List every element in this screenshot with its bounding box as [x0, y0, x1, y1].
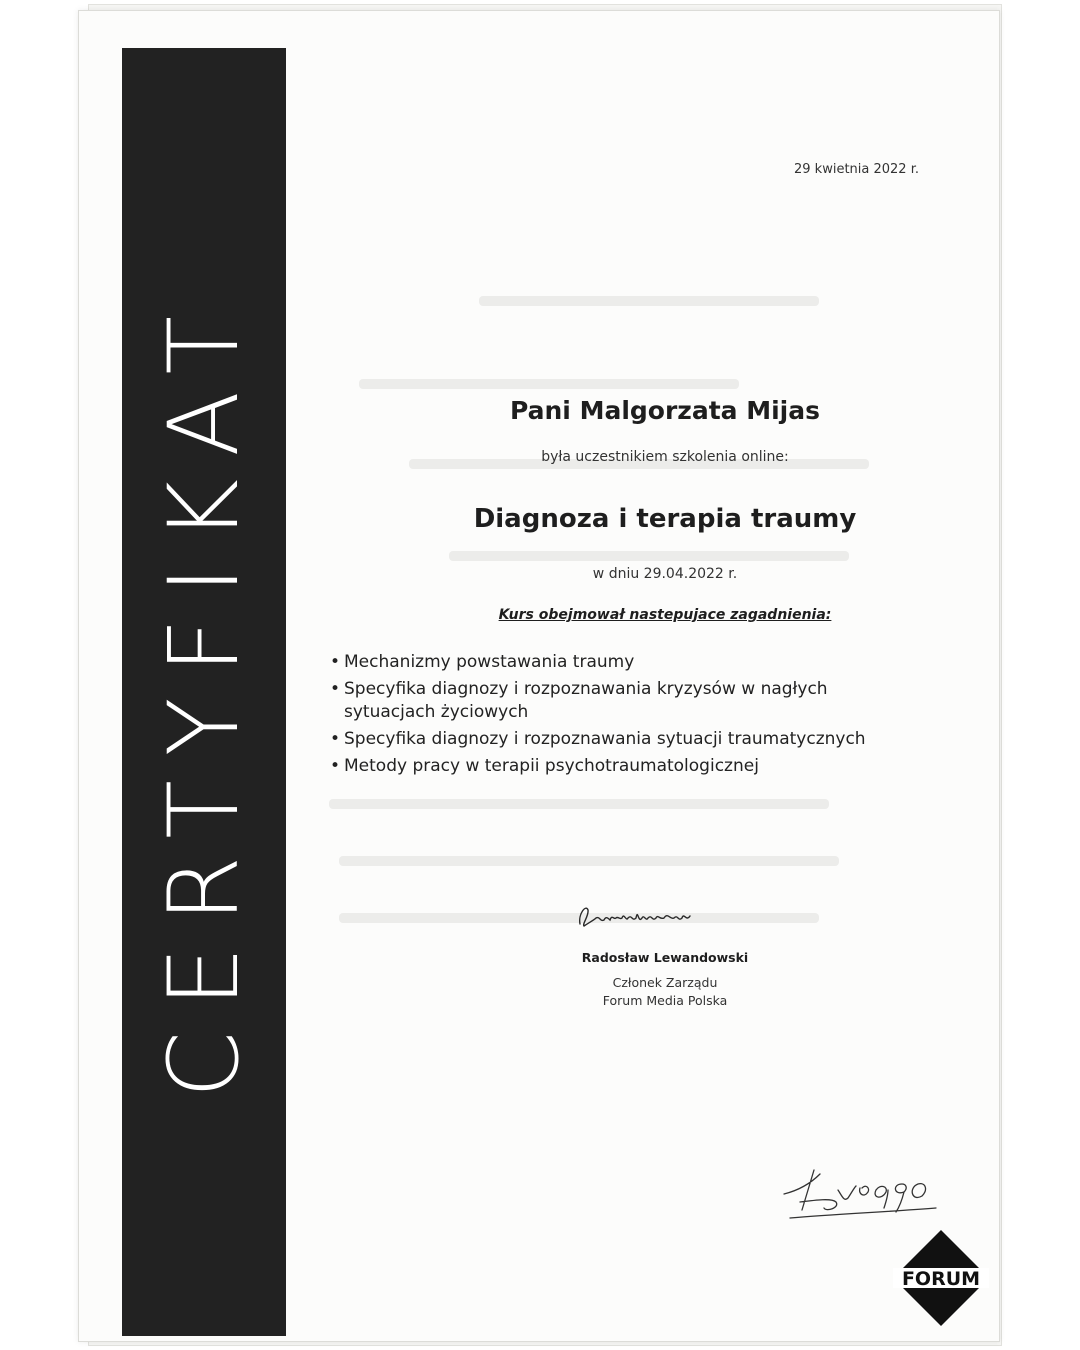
bullet: •	[330, 652, 341, 672]
signatory-name: Radosław Lewandowski	[581, 950, 749, 965]
side-title-text: CERTYFIKAT	[148, 291, 260, 1099]
topic-text: Mechanizmy powstawania traumy	[344, 652, 635, 672]
list-item	[330, 651, 899, 674]
show-through-line	[329, 799, 829, 809]
list-item	[330, 728, 899, 751]
bullet: •	[330, 729, 341, 749]
show-through-line	[449, 551, 849, 561]
course-title: Diagnoza i terapia traumy	[473, 504, 857, 534]
topic-text: Specyfika diagnozy i rozpoznawania sytuacji traumatycznych	[344, 729, 866, 749]
bullet: •	[330, 679, 341, 699]
handwritten-note	[776, 1162, 942, 1228]
recipient-name: Pani Malgorzata Mijas	[509, 396, 821, 425]
participation-intro: była uczestnikiem szkolenia online:	[541, 449, 789, 465]
list-item	[330, 678, 899, 724]
signature-graphic	[574, 896, 704, 932]
forum-logo-text: FORUM	[901, 1268, 981, 1290]
show-through-line	[359, 379, 739, 389]
signatory-company: Forum Media Polska	[602, 993, 728, 1008]
topics-list	[330, 651, 899, 782]
topic-text: Specyfika diagnozy i rozpoznawania kryzysów w nagłych sytuacjach życiowych	[344, 679, 828, 722]
bullet: •	[330, 756, 341, 776]
signatory-role: Członek Zarządu	[612, 975, 718, 990]
topics-heading: Kurs obejmował nastepujace zagadnienia:	[498, 607, 832, 623]
forum-logo	[893, 1230, 989, 1326]
show-through-line	[339, 856, 839, 866]
list-item	[330, 755, 899, 778]
issue-date: 29 kwietnia 2022 r.	[794, 162, 919, 177]
show-through-line	[479, 296, 819, 306]
course-date: w dniu 29.04.2022 r.	[592, 566, 738, 582]
topic-text: Metody pracy w terapii psychotraumatologicznej	[344, 756, 759, 776]
